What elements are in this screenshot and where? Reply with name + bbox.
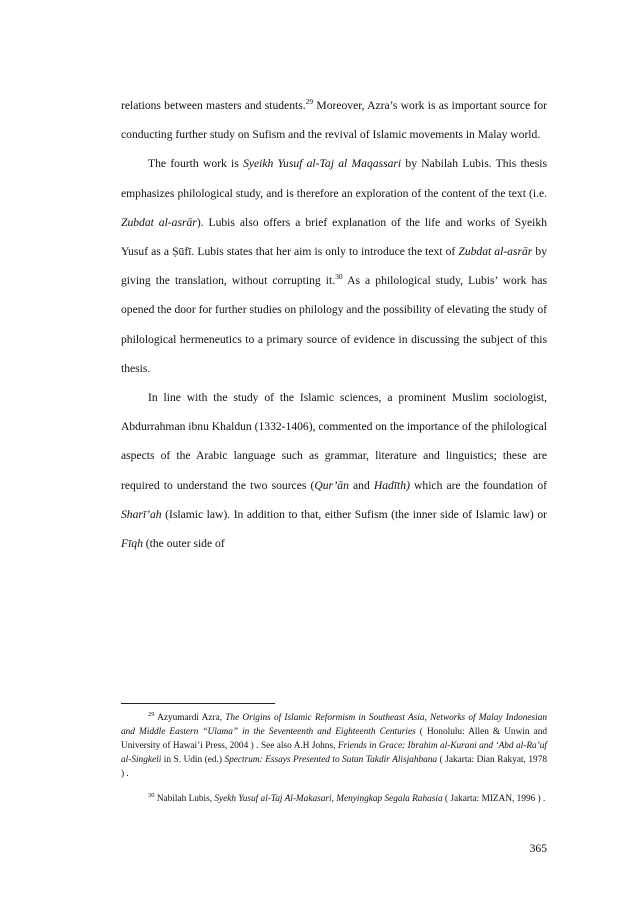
text-run: Nabilah Lubis, — [154, 794, 215, 804]
footnote-ref: 30 — [335, 272, 343, 282]
text-run: by giving the translation, without corrupting it. — [121, 245, 547, 288]
text-run: Moreover, Azra’s work is as important source for conducting further study on Sufism and the revival of Islamic movements in Malay world. — [121, 99, 547, 142]
footnotes — [121, 703, 547, 806]
footnote — [121, 792, 547, 806]
text-run: relations between masters and students. — [121, 99, 306, 112]
text-run: which are the foundation of — [409, 478, 547, 492]
text-run: ( Jakarta: Dian Rakyat, 1978 ) . — [121, 755, 547, 779]
footnote-separator — [121, 703, 275, 704]
italic-text: Zubdat al-asrār — [121, 215, 197, 229]
italic-text: Syekh Yusuf al-Taj Al-Makasari, Menyingkap Segala Rahasia — [214, 794, 443, 804]
footnote-list — [121, 711, 547, 806]
text-run: In line with the study of the Islamic sciences, a prominent Muslim sociologist, Abdurrahman ibnu Khaldun (1332-1406), commented on the importance of the philological aspects of the Arabic language such as grammar, literature and linguistics; these are required to understand the two sources ( — [121, 391, 547, 492]
italic-text: Qur’ān — [314, 478, 349, 492]
footnote — [121, 711, 547, 781]
italic-text: Friends in Grace: Ibrahim al-Kurani and ‘Abd al-Ra’uf al-Singkeli — [121, 741, 547, 765]
text-run: As a philological study, Lubis’ work has opened the door for further studies on philology and the possibility of elevating the study of philological hermeneutics to a primary source of evidence in discussing the subject of this thesis. — [121, 274, 547, 375]
text-run: The fourth work is — [148, 157, 244, 171]
paragraph — [121, 91, 547, 149]
text-run: and — [348, 478, 374, 492]
italic-text: Syeikh Yusuf al-Taj al Maqassari — [243, 157, 402, 171]
text-run: by Nabilah Lubis. This thesis emphasizes philological study, and is therefore an exploration of the content of the text (i.e. — [121, 157, 547, 200]
italic-text: Sharī’ah — [121, 507, 162, 521]
text-run: in S. Udin (ed.) — [161, 755, 225, 765]
footnote-ref: 29 — [305, 97, 314, 106]
text-run: (the outer side of — [142, 537, 225, 551]
text-run: ( Jakarta: MIZAN, 1996 ) . — [442, 794, 546, 804]
italic-text: Fīqh — [121, 537, 143, 551]
italic-text: Hadīth) — [373, 478, 410, 492]
footnote-ref: 30 — [148, 792, 155, 799]
page-number: 365 — [529, 842, 547, 855]
italic-text: The Origins of Islamic Reformism in Southeast Asia, Networks of Malay Indonesian and Middle Eastern “Ulama” in the Seventeenth and Eighteenth Centuries — [121, 713, 548, 737]
paragraph — [121, 149, 547, 383]
italic-text: Spectrum: Essays Presented to Sutan Takdir Alisjahbana — [224, 755, 438, 765]
text-run: (Islamic law). In addition to that, either Sufism (the inner side of Islamic law) or — [161, 507, 547, 521]
footnote-ref: 29 — [148, 711, 155, 718]
text-run: ). Lubis also offers a brief explanation of the life and works of Syeikh Yusuf as a Ṣūfī. Lubis states that her aim is only to introduce the text of — [121, 215, 547, 259]
italic-text: Zubdat al-asrār — [458, 245, 533, 259]
text-run: ( Honolulu: Allen & Unwin and University of Hawai’i Press, 2004 ) . See also A.H Johns, — [121, 727, 547, 751]
body-text — [121, 91, 547, 558]
paragraph — [121, 383, 547, 558]
text-run: Azyumardi Azra, — [154, 713, 226, 723]
